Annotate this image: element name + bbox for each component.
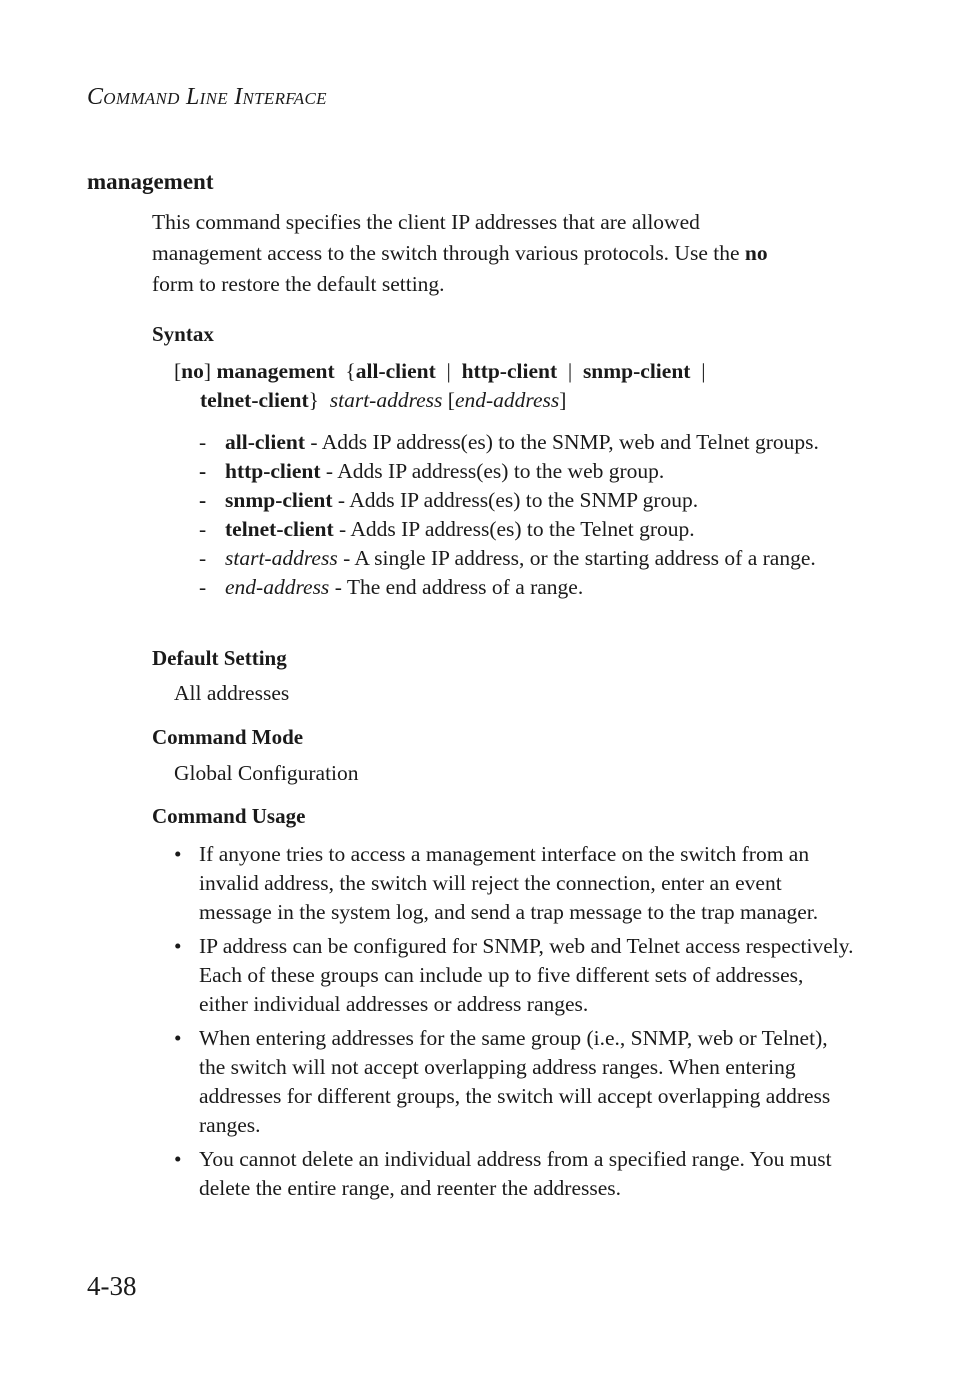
param-name: telnet-client — [225, 517, 334, 541]
param-desc: - Adds IP address(es) to the Telnet group. — [333, 517, 695, 541]
bullet-icon: • — [174, 1026, 182, 1050]
param-name: http-client — [225, 459, 321, 483]
usage-item — [174, 1145, 854, 1203]
param-desc: - Adds IP address(es) to the SNMP, web and Telnet groups. — [305, 430, 819, 454]
syntax-open-brace: { — [345, 359, 356, 383]
param-name: all-client — [225, 430, 306, 454]
syntax-management: management — [216, 359, 335, 383]
command-mode-value: Global Configuration — [174, 761, 359, 785]
no-keyword: no — [744, 241, 768, 265]
param-item — [199, 428, 859, 457]
syntax-close-bracket: ] — [203, 359, 212, 383]
syntax-sep-1: | — [446, 359, 451, 383]
command-mode-heading: Command Mode — [152, 725, 304, 749]
usage-item — [174, 932, 854, 1019]
page-number: 4-38 — [87, 1271, 137, 1301]
param-dash: - — [199, 517, 207, 541]
syntax-block — [174, 357, 834, 415]
param-desc: - Adds IP address(es) to the SNMP group. — [332, 488, 699, 512]
usage-item — [174, 840, 854, 927]
syntax-telnet-client: telnet-client — [200, 388, 309, 412]
param-dash: - — [199, 575, 207, 599]
syntax-heading: Syntax — [152, 322, 214, 346]
usage-item — [174, 1024, 854, 1140]
usage-text: IP address can be configured for SNMP, web and Telnet access respectively. Each of these groups can include up to five different sets of addresses, either individual addresses or address ranges. — [199, 934, 854, 1016]
param-desc: - The end address of a range. — [329, 575, 584, 599]
usage-text: When entering addresses for the same group (i.e., SNMP, web or Telnet), the switch will not accept overlapping address ranges. When entering addresses for different groups, the switch will accept overlapping address ranges. — [199, 1026, 831, 1137]
param-text — [225, 457, 859, 486]
param-dash: - — [199, 430, 207, 454]
param-text — [225, 515, 859, 544]
command-usage-list — [174, 840, 854, 1208]
bullet-icon: • — [174, 1147, 182, 1171]
param-item — [199, 486, 859, 515]
intro-line-3: form to restore the default setting. — [152, 272, 445, 296]
param-text — [225, 428, 859, 457]
intro-paragraph — [152, 207, 842, 300]
syntax-close-brace: } — [308, 388, 319, 412]
intro-line-2 — [152, 238, 842, 269]
syntax-arg-close-bracket: ] — [559, 388, 567, 412]
syntax-snmp-client: snmp-client — [582, 359, 691, 383]
param-name: start-address — [225, 546, 338, 570]
syntax-all-client: all-client — [355, 359, 436, 383]
param-text — [225, 544, 859, 573]
param-text — [225, 486, 859, 515]
param-item — [199, 515, 859, 544]
syntax-end-address: end-address — [454, 388, 560, 412]
usage-text: If anyone tries to access a management interface on the switch from an invalid address, the switch will reject the connection, enter an event message in the system log, and send a trap message to the trap manager. — [199, 842, 819, 924]
syntax-start-address: start-address — [329, 388, 443, 412]
syntax-sep-2: | — [567, 359, 573, 383]
param-dash: - — [199, 488, 207, 512]
param-name: snmp-client — [225, 488, 333, 512]
syntax-line-1 — [174, 357, 834, 386]
bullet-icon: • — [174, 842, 182, 866]
default-setting-heading: Default Setting — [152, 646, 287, 670]
syntax-no: no — [181, 359, 204, 383]
param-desc: - Adds IP address(es) to the web group. — [320, 459, 665, 483]
param-item — [199, 544, 859, 573]
intro-line-2-text: management access to the switch through various protocols. Use the — [152, 241, 745, 265]
syntax-http-client: http-client — [461, 359, 558, 383]
param-item — [199, 457, 859, 486]
syntax-open-bracket: [ — [174, 359, 182, 383]
param-text — [225, 573, 859, 602]
default-setting-value: All addresses — [174, 681, 290, 705]
param-dash: - — [199, 546, 207, 570]
syntax-arg-open-bracket: [ — [447, 388, 455, 412]
param-dash: - — [199, 459, 207, 483]
intro-line-1: This command specifies the client IP addresses that are allowed — [152, 210, 700, 234]
syntax-sep-3: | — [701, 359, 706, 383]
command-usage-heading: Command Usage — [152, 804, 306, 828]
command-title: management — [87, 169, 214, 194]
running-header: Command Line Interface — [87, 84, 327, 110]
param-item — [199, 573, 859, 602]
syntax-line-2 — [174, 386, 834, 415]
parameter-list — [199, 428, 859, 602]
param-name: end-address — [225, 575, 330, 599]
bullet-icon: • — [174, 934, 182, 958]
usage-text: You cannot delete an individual address from a specified range. You must delete the entire range, and reenter the addresses. — [199, 1147, 832, 1200]
param-desc: - A single IP address, or the starting address of a range. — [337, 546, 816, 570]
